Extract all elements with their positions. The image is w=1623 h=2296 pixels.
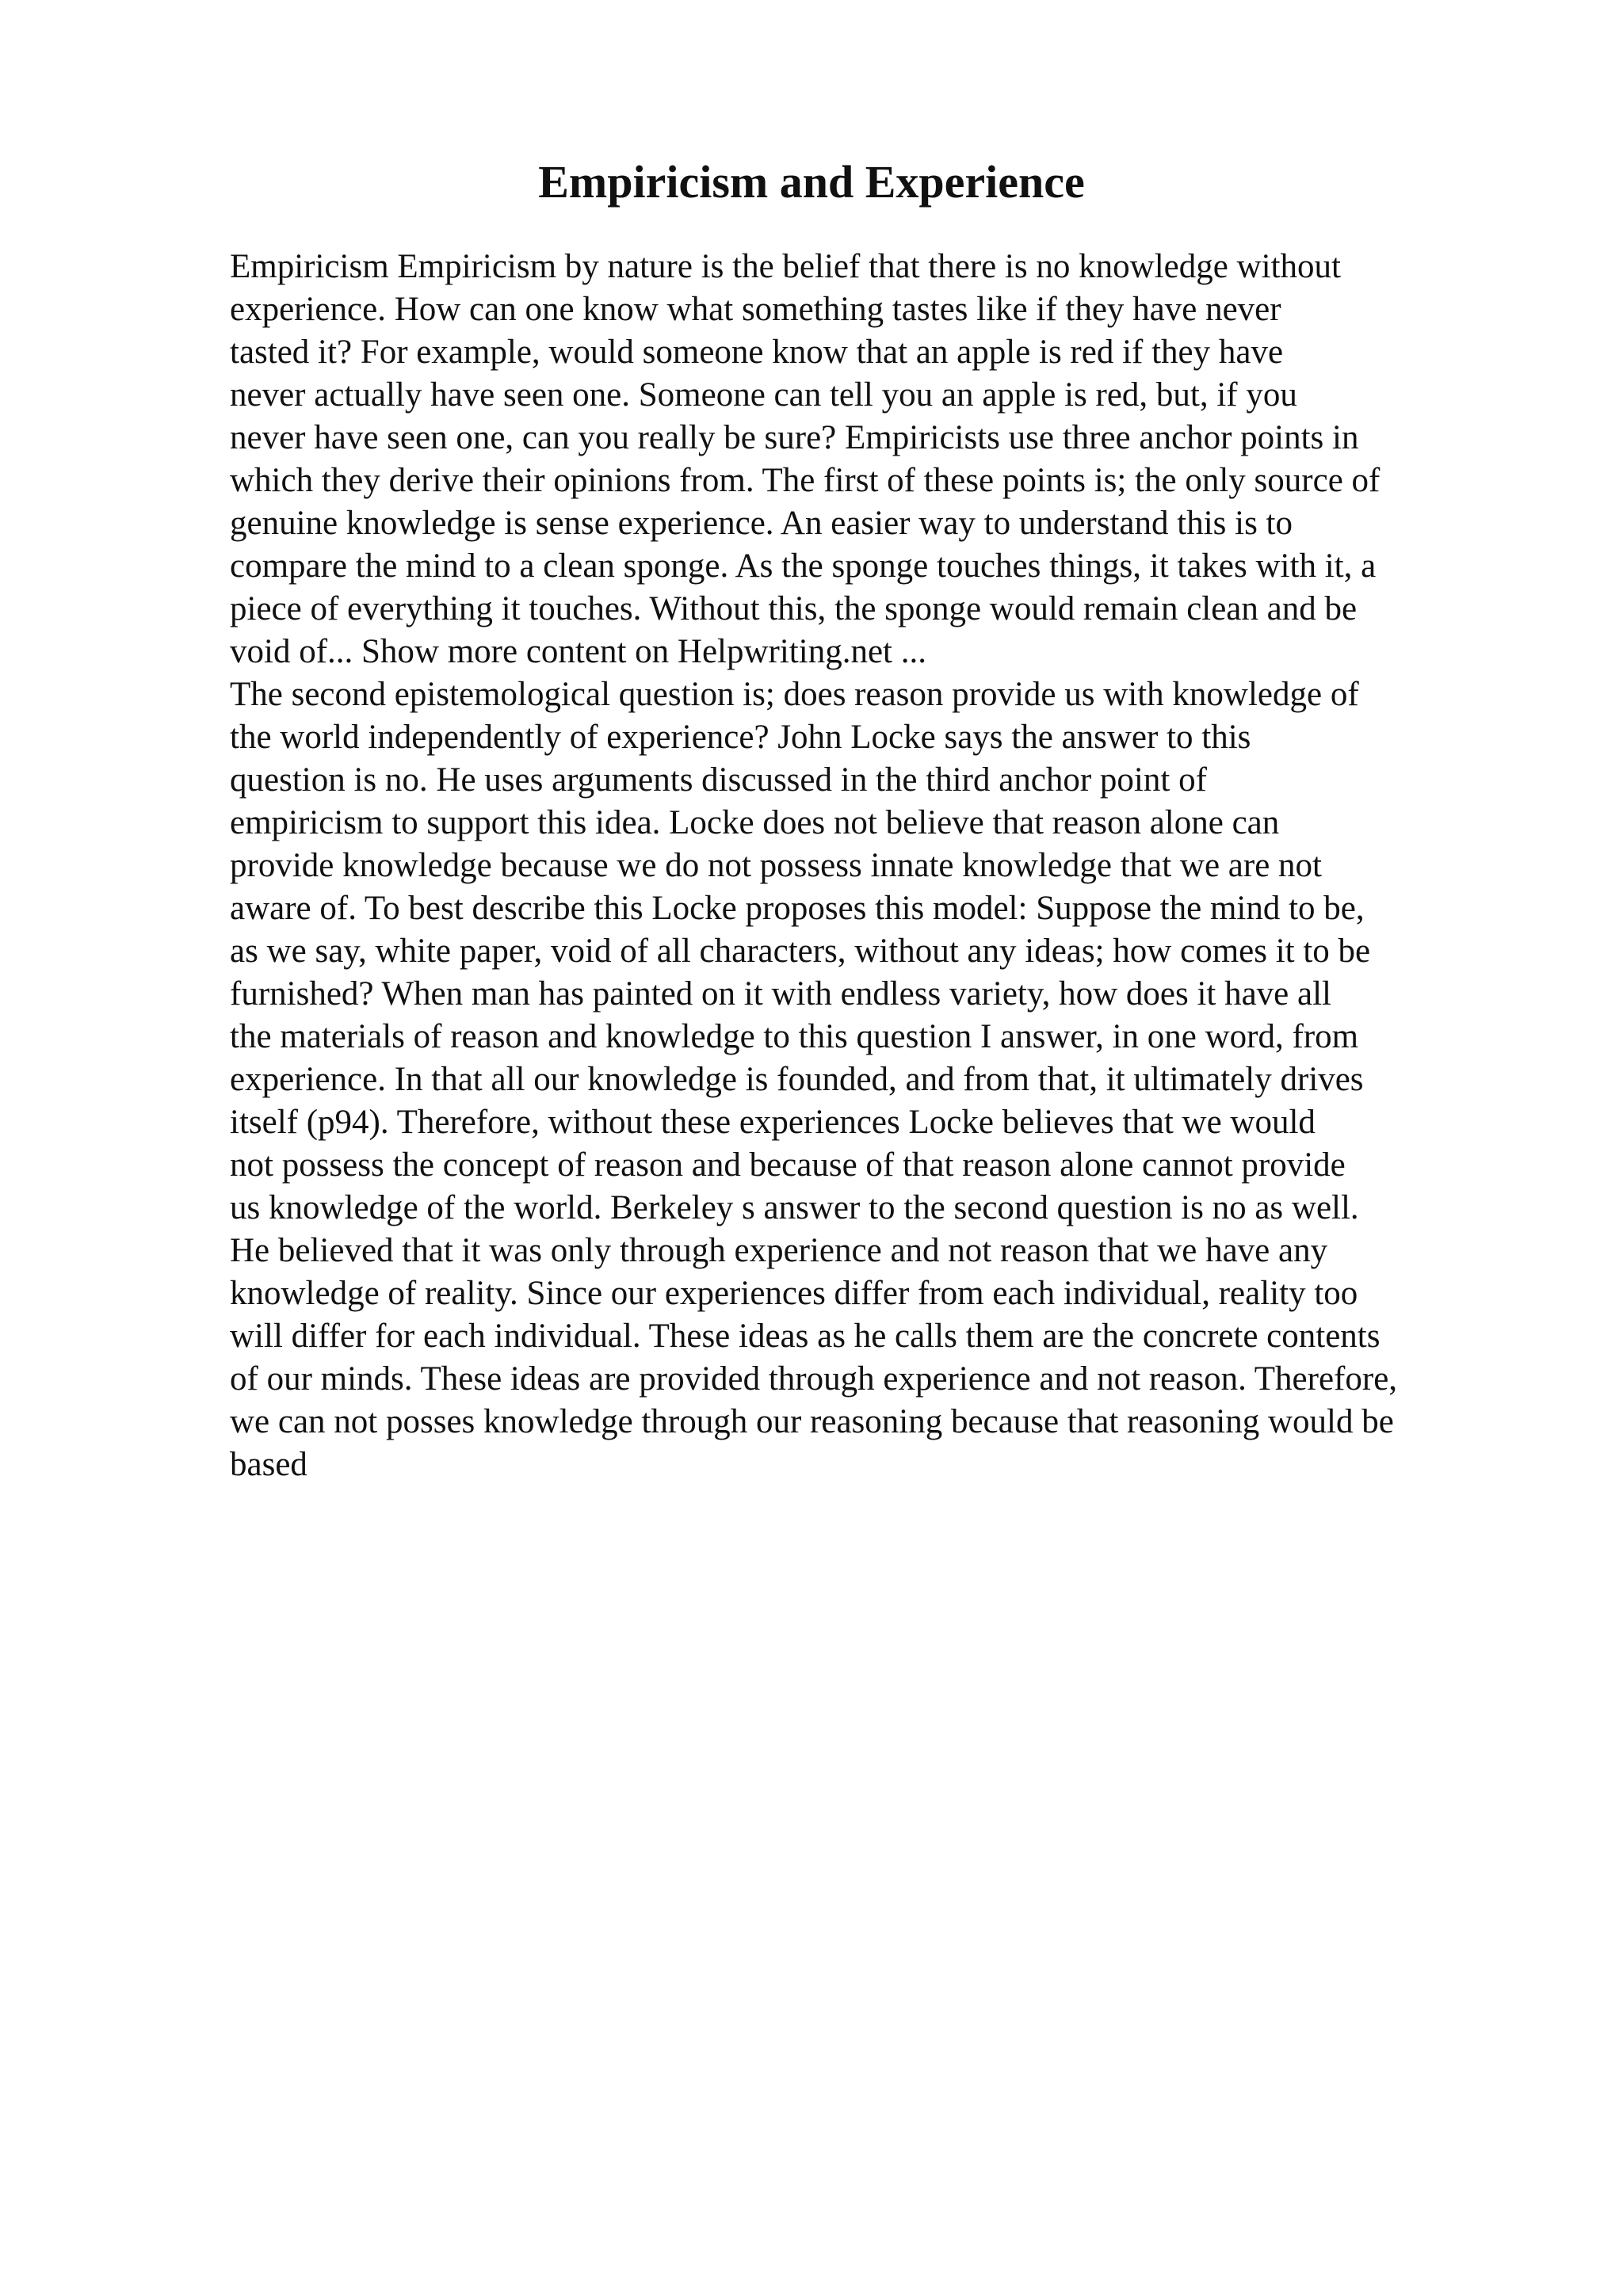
body-line: experience. How can one know what something tastes like if they have never bbox=[230, 291, 1281, 328]
document-title: Empiricism and Experience bbox=[538, 156, 1085, 208]
body-line: of our minds. These ideas are provided through experience and not reason. Therefore, bbox=[230, 1360, 1398, 1398]
body-line: will differ for each individual. These ideas as he calls them are the concrete contents bbox=[230, 1318, 1381, 1355]
body-line: us knowledge of the world. Berkeley s answer to the second question is no as well. bbox=[230, 1189, 1359, 1226]
body-line: The second epistemological question is; does reason provide us with knowledge of bbox=[230, 676, 1359, 713]
body-line: empiricism to support this idea. Locke does not believe that reason alone can bbox=[230, 804, 1280, 841]
body-line: itself (p94). Therefore, without these experiences Locke believes that we would bbox=[230, 1104, 1316, 1141]
body-line: Empiricism Empiricism by nature is the belief that there is no knowledge without bbox=[230, 248, 1341, 285]
body-line: knowledge of reality. Since our experiences differ from each individual, reality too bbox=[230, 1275, 1358, 1312]
body-line: experience. In that all our knowledge is founded, and from that, it ultimately drives bbox=[230, 1061, 1364, 1098]
body-line: He believed that it was only through experience and not reason that we have any bbox=[230, 1232, 1328, 1269]
document-body bbox=[230, 246, 1514, 1486]
body-line: question is no. He uses arguments discussed in the third anchor point of bbox=[230, 761, 1207, 799]
body-line: void of... Show more content on Helpwriting.net ... bbox=[230, 633, 926, 670]
body-line: never actually have seen one. Someone can tell you an apple is red, but, if you bbox=[230, 376, 1297, 414]
body-line: never have seen one, can you really be sure? Empiricists use three anchor points in bbox=[230, 419, 1359, 456]
body-line: based bbox=[230, 1446, 307, 1483]
body-line: tasted it? For example, would someone know that an apple is red if they have bbox=[230, 334, 1284, 371]
body-line: genuine knowledge is sense experience. An easier way to understand this is to bbox=[230, 505, 1293, 542]
body-line: the materials of reason and knowledge to this question I answer, in one word, from bbox=[230, 1018, 1359, 1055]
body-line: aware of. To best describe this Locke proposes this model: Suppose the mind to be, bbox=[230, 890, 1365, 927]
body-line: as we say, white paper, void of all characters, without any ideas; how comes it to be bbox=[230, 933, 1371, 970]
body-line: provide knowledge because we do not possess innate knowledge that we are not bbox=[230, 847, 1322, 884]
body-line: we can not posses knowledge through our reasoning because that reasoning would be bbox=[230, 1403, 1394, 1440]
body-line: not possess the concept of reason and because of that reason alone cannot provide bbox=[230, 1146, 1346, 1184]
body-line: which they derive their opinions from. The first of these points is; the only source of bbox=[230, 462, 1381, 499]
body-line: compare the mind to a clean sponge. As the sponge touches things, it takes with it, a bbox=[230, 547, 1377, 585]
body-line: furnished? When man has painted on it with endless variety, how does it have all bbox=[230, 975, 1331, 1013]
body-line: the world independently of experience? John Locke says the answer to this bbox=[230, 719, 1251, 756]
body-line: piece of everything it touches. Without this, the sponge would remain clean and be bbox=[230, 590, 1358, 627]
